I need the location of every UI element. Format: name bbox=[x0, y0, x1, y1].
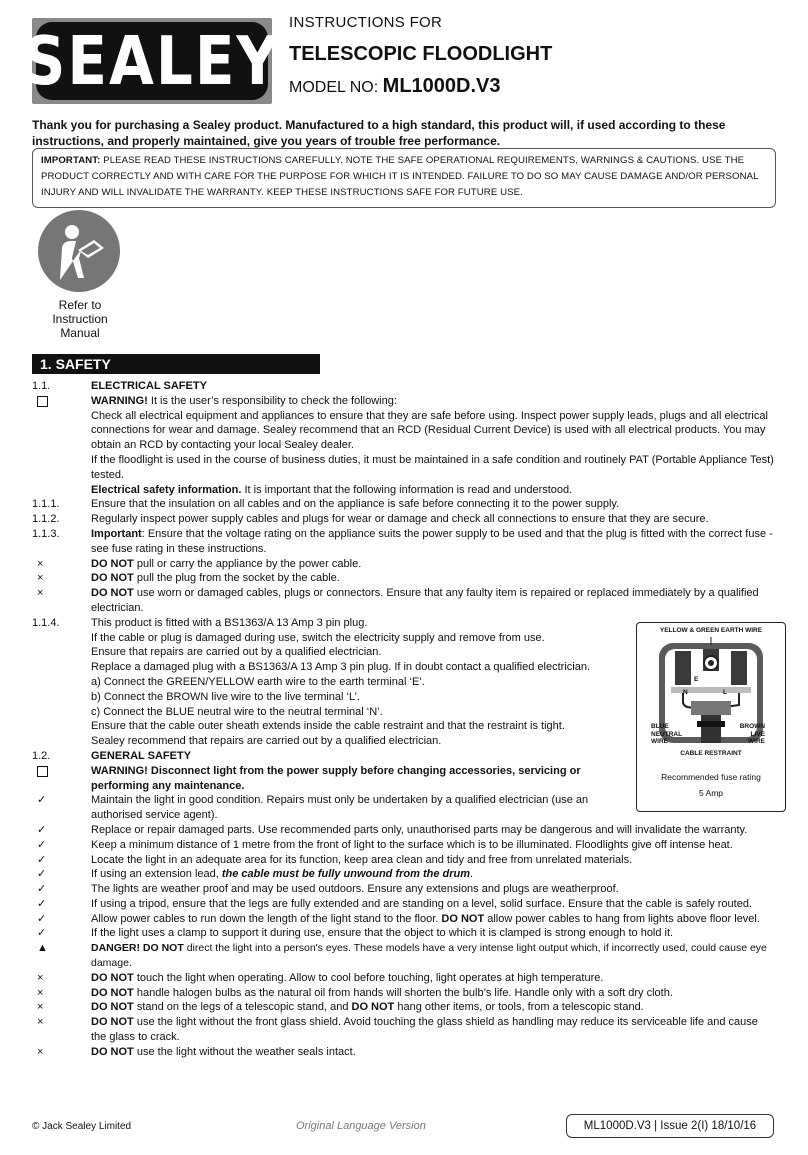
fuse-rating-value: 5 Amp bbox=[698, 788, 724, 798]
plug-text: c) Connect the BLUE neutral wire to the neutral terminal ‘N’. bbox=[91, 705, 383, 718]
model-label: MODEL NO: bbox=[289, 79, 379, 96]
blue-label-line: WIRE bbox=[651, 738, 668, 745]
info-label: Electrical safety information. bbox=[91, 483, 242, 496]
pat-text: If the floodlight is used in the course of business duties, it must be maintained in a safe condition and routinely PAT (Portable Appliance Test) tested. bbox=[91, 453, 774, 481]
item-text: stand on the legs of a telescopic stand, and bbox=[136, 1001, 352, 1014]
do-not-label: DO NOT bbox=[91, 572, 134, 585]
important-text: PLEASE READ THESE INSTRUCTIONS CAREFULLY. NOTE THE SAFE OPERATIONAL REQUIREMENTS, WARNINGS & CAUTIONS. USE THE PRODUCT CORRECTLY AND WITH CARE FOR THE PURPOSE FOR WHICH IT IS INTENDED. FAILURE TO DO SO MAY CAUSE DAMAGE AND/OR PERSONAL INJURY AND WILL INVALIDATE THE WARRANTY. KEEP THESE INSTRUCTIONS SAFE FOR FUTURE USE. bbox=[41, 155, 759, 198]
caption-line-2: Instruction bbox=[52, 312, 108, 326]
list-item bbox=[32, 897, 776, 912]
list-item bbox=[32, 986, 776, 1001]
item-text: hang other items, or tools, from a telescopic stand. bbox=[394, 1001, 644, 1014]
list-item bbox=[32, 394, 776, 409]
item-text: If the light uses a clamp to support it during use, ensure that the object to which it is clamped is strong enough to hold it. bbox=[91, 927, 674, 940]
item-text: . bbox=[470, 868, 474, 881]
item-number: 1.1.1. bbox=[32, 498, 60, 511]
check-icon: ✓ bbox=[37, 853, 47, 866]
plug-text: This product is fitted with a BS1363/A 13 Amp 3 pin plug. bbox=[91, 616, 368, 629]
logo-badge bbox=[23, 21, 281, 101]
list-item bbox=[32, 453, 776, 483]
list-item bbox=[32, 823, 776, 838]
item-text: If using an extension lead, bbox=[91, 868, 222, 881]
do-not-label: DO NOT bbox=[91, 1045, 134, 1058]
plug-text: a) Connect the GREEN/YELLOW earth wire to the earth terminal ‘E’. bbox=[91, 675, 425, 688]
item-text: Regularly inspect power supply cables and plugs for wear or damage and check all connections to ensure that they are secure. bbox=[91, 513, 709, 526]
check-icon: ✓ bbox=[37, 927, 47, 940]
read-manual-icon bbox=[38, 210, 120, 292]
fuse-rating-label: Recommended fuse rating bbox=[661, 772, 761, 782]
earth-wire-label: YELLOW & GREEN EARTH WIRE bbox=[659, 627, 763, 634]
cross-icon: × bbox=[37, 1016, 44, 1029]
item-text: allow power cables to hang from lights above floor level. bbox=[484, 912, 760, 925]
important-label: IMPORTANT: bbox=[41, 155, 101, 166]
item-text: pull or carry the appliance by the power cable. bbox=[136, 557, 362, 570]
cable-restraint-label: CABLE RESTRAINT bbox=[680, 750, 742, 757]
check-icon: ✓ bbox=[37, 897, 47, 910]
check-icon: ✓ bbox=[37, 912, 47, 925]
item-text: : Ensure that the voltage rating on the appliance suits the power supply to be used and that the plug is fitted with the correct fuse - see fuse rating in these instructions. bbox=[91, 527, 773, 555]
do-not-label: DO NOT bbox=[91, 587, 134, 600]
item-number: 1.1. bbox=[32, 380, 51, 392]
cross-icon: × bbox=[37, 971, 44, 984]
danger-label: DANGER! bbox=[91, 942, 140, 955]
manual-caption bbox=[40, 298, 120, 340]
item-number: 1.2. bbox=[32, 749, 51, 762]
check-icon: ✓ bbox=[37, 794, 47, 807]
checkbox-icon bbox=[32, 764, 87, 782]
warning-label: WARNING! bbox=[91, 394, 148, 407]
item-text: Ensure that the insulation on all cables and on the appliance is safe before connecting it to the power supply. bbox=[91, 498, 620, 511]
list-item bbox=[32, 853, 776, 868]
item-text: direct the light into a person's eyes. These models have a very intense light output which, if incorrectly used, could cause eye damage. bbox=[91, 942, 767, 970]
list-item bbox=[32, 571, 776, 586]
plug-wiring-diagram bbox=[636, 622, 786, 812]
list-item bbox=[32, 1015, 776, 1045]
list-item bbox=[32, 882, 776, 897]
item-number: 1.1.2. bbox=[32, 513, 60, 526]
brown-label-line: WIRE bbox=[748, 738, 765, 745]
list-item bbox=[32, 409, 776, 453]
plug-text: Ensure that repairs are carried out by a qualified electrician. bbox=[91, 646, 382, 659]
cross-icon: × bbox=[37, 986, 44, 999]
item-text: touch the light when operating. Allow to cool before touching, light operates at high temperature. bbox=[136, 971, 604, 984]
brown-label-line: BROWN bbox=[739, 723, 765, 730]
electrical-safety-heading: ELECTRICAL SAFETY bbox=[91, 380, 207, 392]
terminal-e-label: E bbox=[694, 676, 699, 683]
item-number: 1.1.3. bbox=[32, 527, 60, 540]
list-item bbox=[32, 941, 776, 971]
cross-icon: × bbox=[37, 572, 44, 585]
item-emphasis: the cable must be fully unwound from the drum bbox=[221, 868, 470, 881]
instructions-for-label: INSTRUCTIONS FOR bbox=[289, 14, 443, 31]
logo-text: SEALEY bbox=[23, 21, 281, 101]
item-text: use the light without the front glass shield. Avoid touching the glass shield as handling may reduce its serviceable life and cause the glass to crack. bbox=[91, 1016, 758, 1044]
item-text: use worn or damaged cables, plugs or connectors. Ensure that any faulty item is repaired or replaced immediately by a qualified electrician. bbox=[91, 587, 759, 614]
list-item bbox=[32, 838, 776, 853]
item-text: use the light without the weather seals intact. bbox=[136, 1045, 356, 1058]
info-text: It is important that the following information is read and understood. bbox=[244, 483, 573, 496]
important-notice-box bbox=[32, 148, 776, 208]
check-icon: ✓ bbox=[37, 883, 47, 896]
list-item bbox=[32, 586, 776, 616]
blue-label-line: NEUTRAL bbox=[651, 730, 683, 738]
list-item bbox=[32, 379, 776, 394]
item-text: Replace or repair damaged parts. Use recommended parts only, unauthorised parts may be dangerous and will invalidate the warranty. bbox=[91, 823, 748, 836]
disconnect-warning: WARNING! Disconnect light from the power supply before changing accessories, servicing or performing any maintenance. bbox=[91, 764, 581, 792]
sealey-logo bbox=[23, 18, 281, 104]
list-item bbox=[32, 971, 776, 986]
plug-text: b) Connect the BROWN live wire to the live terminal ‘L’. bbox=[91, 690, 360, 703]
list-item bbox=[32, 512, 776, 527]
list-item bbox=[32, 557, 776, 572]
warning-text: It is the user’s responsibility to check the following: bbox=[150, 394, 397, 407]
language-version: Original Language Version bbox=[296, 1120, 426, 1132]
danger-icon: ▲ bbox=[37, 942, 48, 955]
do-not-label: DO NOT bbox=[351, 1001, 395, 1014]
item-text: Maintain the light in good condition. Repairs must only be undertaken by a qualified electrician (use an authorised service agent). bbox=[91, 794, 589, 822]
blue-wire-label bbox=[651, 723, 682, 746]
item-text: Locate the light in an adequate area for its function, keep area clean and tidy and free from unrelated materials. bbox=[91, 853, 633, 866]
item-text: Keep a minimum distance of 1 metre from the front of light to the surface which is to be illuminated. Floodlights give off intense heat. bbox=[91, 838, 733, 851]
cross-icon: × bbox=[37, 557, 44, 570]
important-inline-label: Important bbox=[91, 527, 142, 540]
do-not-label: DO NOT bbox=[142, 942, 184, 955]
general-safety-heading: GENERAL SAFETY bbox=[91, 749, 192, 762]
cross-icon: × bbox=[37, 1045, 44, 1058]
caption-line-1: Refer to bbox=[58, 298, 102, 312]
brown-label-line: LIVE bbox=[750, 730, 765, 738]
plug-text: If the cable or plug is damaged during use, switch the electricity supply and remove from use. bbox=[91, 631, 545, 644]
item-text: Allow power cables to run down the length of the light stand to the floor. bbox=[91, 912, 442, 925]
check-text: Check all electrical equipment and appliances to ensure that they are safe before using. Inspect power supply leads, plugs and all electrical connections for wear and damage. Sealey recommend that an RCD (Residual Current Device) is used with all electrical products. You may obtain an RCD by contacting your local Sealey dealer. bbox=[91, 409, 768, 452]
do-not-label: DO NOT bbox=[91, 986, 134, 999]
cross-icon: × bbox=[37, 1001, 44, 1014]
issue-badge: ML1000D.V3 | Issue 2(I) 18/10/16 bbox=[566, 1114, 774, 1138]
list-item bbox=[32, 912, 776, 927]
list-item bbox=[32, 926, 776, 941]
item-text: pull the plug from the socket by the cable. bbox=[136, 572, 340, 585]
list-item bbox=[32, 483, 776, 498]
reader-figure-icon bbox=[38, 210, 120, 292]
item-text: If using a tripod, ensure that the legs are fully extended and are standing on a level, solid surface. Ensure that the cable is safely routed. bbox=[91, 897, 753, 910]
model-line bbox=[289, 75, 501, 98]
list-item bbox=[32, 1045, 776, 1060]
caption-line-3: Manual bbox=[60, 326, 100, 340]
terminal-n-label: N bbox=[683, 689, 688, 696]
list-item bbox=[32, 1000, 776, 1015]
do-not-label: DO NOT bbox=[91, 1001, 134, 1014]
plug-text: Replace a damaged plug with a BS1363/A 13 Amp 3 pin plug. If in doubt contact a qualified electrician. bbox=[91, 661, 590, 674]
check-icon: ✓ bbox=[37, 838, 47, 851]
section-heading-safety: 1. SAFETY bbox=[32, 354, 320, 374]
copyright: © Jack Sealey Limited bbox=[32, 1121, 132, 1132]
list-item bbox=[32, 497, 776, 512]
model-number: ML1000D.V3 bbox=[382, 75, 501, 97]
do-not-label: DO NOT bbox=[441, 912, 485, 925]
plug-text: Ensure that the cable outer sheath extends inside the cable restraint and that the restraint is tight. bbox=[91, 720, 565, 733]
check-icon: ✓ bbox=[37, 823, 47, 836]
cross-icon: × bbox=[37, 587, 44, 600]
brown-wire-label bbox=[737, 723, 765, 746]
terminal-l-label: L bbox=[723, 689, 727, 696]
thank-you-text: Thank you for purchasing a Sealey product. Manufactured to a high standard, this product will, if used according to these instructions, and properly maintained, give you years of trouble free performance. bbox=[32, 118, 726, 148]
do-not-label: DO NOT bbox=[91, 557, 134, 570]
plug-text: Sealey recommend that repairs are carried out by a qualified electrician. bbox=[91, 735, 442, 748]
do-not-label: DO NOT bbox=[91, 971, 134, 984]
check-icon: ✓ bbox=[37, 868, 47, 881]
item-number: 1.1.4. bbox=[32, 616, 60, 629]
list-item bbox=[32, 527, 776, 557]
do-not-label: DO NOT bbox=[91, 1016, 134, 1029]
blue-label-line: BLUE bbox=[651, 723, 669, 730]
item-text: handle halogen bulbs as the natural oil from hands will shorten the bulb’s life. Handle only with a soft dry cloth. bbox=[136, 986, 673, 999]
product-title: TELESCOPIC FLOODLIGHT bbox=[289, 43, 553, 65]
list-item bbox=[32, 867, 776, 882]
item-text: The lights are weather proof and may be used outdoors. Ensure any extensions and plugs are weatherproof. bbox=[91, 883, 619, 896]
